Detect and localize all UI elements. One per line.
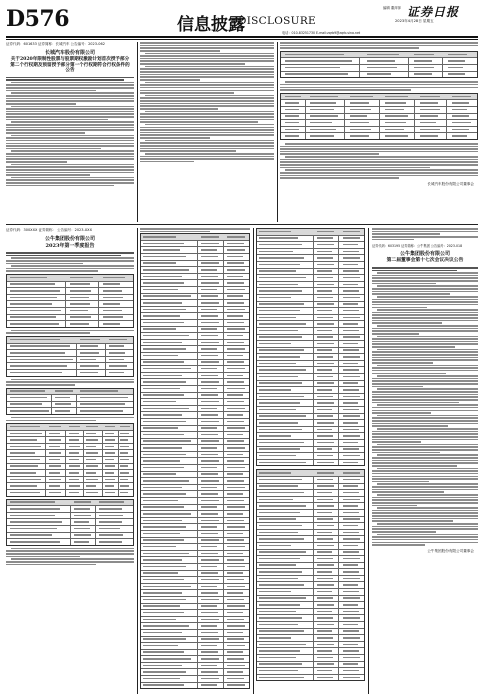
masthead-rule-thin xyxy=(6,39,478,40)
exercise-table xyxy=(280,51,478,78)
notice-title: 第二届董事会第十七次会议决议公告 xyxy=(386,257,464,264)
notice-company: 公牛集团股份有限公司 xyxy=(399,251,450,258)
notice-great-wall-cont xyxy=(140,42,274,222)
column-rule xyxy=(277,42,278,222)
newspaper-logo: 证券日报 xyxy=(407,5,460,19)
issue-date: 2023年4月28日 星期五 xyxy=(395,19,434,23)
notice-great-wall-tables xyxy=(280,42,478,222)
masthead xyxy=(0,0,484,36)
column-rule xyxy=(137,42,138,222)
contact-line: 电话：010-83251730 E-mail:zqrb9@zqrb.sina.net xyxy=(282,31,361,35)
cash-flow-table xyxy=(256,469,365,681)
page-number: D576 xyxy=(6,6,70,32)
section-title-cn: 信息披露 xyxy=(177,15,245,35)
change-reason-table xyxy=(6,388,134,415)
notice-quarterly xyxy=(6,228,134,694)
notice-company: 长城汽车股份有限公司 xyxy=(44,50,95,56)
balance-sheet-table xyxy=(140,233,250,689)
shareholders-table-2 xyxy=(6,499,134,546)
notice-board-resolution xyxy=(372,228,478,694)
notice-code-line: 证券代码：601633 证券简称：长城汽车 公告编号：2023-062 xyxy=(6,42,105,46)
notice-title: 2023年第一季度报告 xyxy=(45,243,95,249)
income-statement-table xyxy=(256,228,365,466)
column-rule xyxy=(368,228,369,694)
column-rule xyxy=(137,228,138,694)
balance-sheet-column xyxy=(140,228,250,694)
grant-table xyxy=(280,93,478,140)
notice-signoff: 公牛集团股份有限公司董事会 xyxy=(427,548,474,553)
notice-code-line: 证券代码：603195 证券简称：公牛集团 公告编号：2023-018 xyxy=(372,244,463,249)
financial-data-table xyxy=(6,274,134,328)
notice-signoff: 长城汽车股份有限公司董事会 xyxy=(427,181,474,186)
section-divider xyxy=(6,224,478,225)
notice-code-line: 证券代码：300XXX 证券简称： 公告编号：2023-XXX xyxy=(6,228,92,232)
notice-title: 关于2020年限制性股票与股票期权激励计划首次授予部分第二个行权期及预留授予部分第一个行权期符合行权条件的公告 xyxy=(10,57,130,73)
editor-credit: 编辑 董萍萍 xyxy=(383,6,402,10)
non-recurring-table xyxy=(6,336,134,377)
notice-great-wall xyxy=(6,42,134,222)
notice-company: 公牛集团股份有限公司 xyxy=(44,236,95,242)
income-statement-column xyxy=(256,228,365,694)
shareholders-table xyxy=(6,423,134,497)
column-rule xyxy=(253,228,254,694)
section-title-en: DISCLOSURE xyxy=(238,15,316,27)
masthead-rule xyxy=(6,36,478,38)
